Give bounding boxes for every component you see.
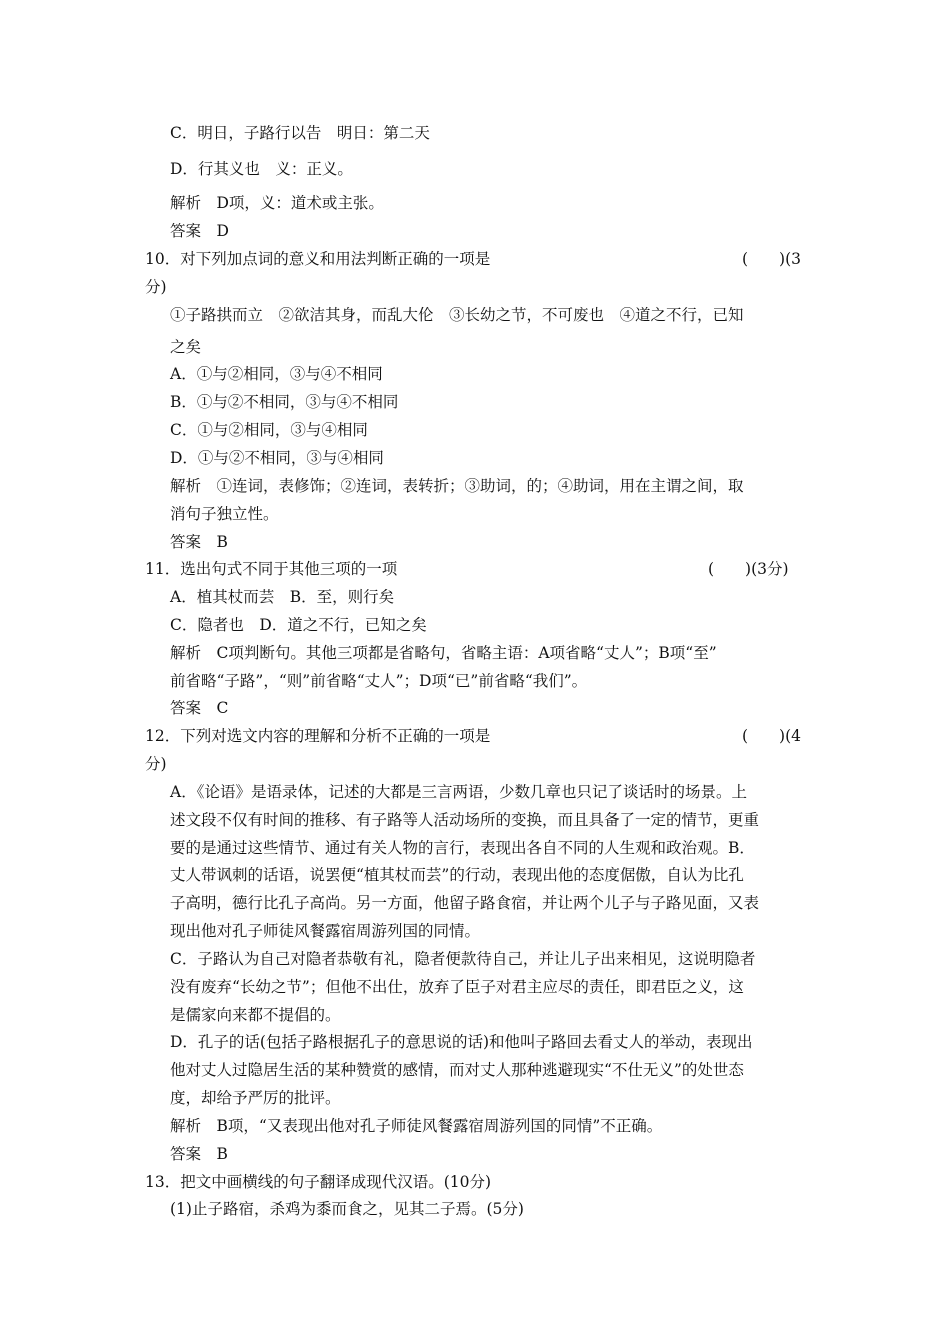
q12-option-c-cont: 是儒家向来都不提倡的。 <box>170 1006 341 1024</box>
q10-option-d: D．①与②不相同，③与④相同 <box>170 449 384 467</box>
q11-options-cd: C．隐者也 D．道之不行，已知之矣 <box>170 616 427 634</box>
q10-score: ( )(3 <box>742 250 802 268</box>
q11-options-ab: A．植其杖而芸 B．至，则行矣 <box>170 588 395 606</box>
q11-analysis-cont: 前省略“子路”，“则”前省略“丈人”；D项“已”前省略“我们”。 <box>170 672 588 690</box>
q11-answer: 答案 C <box>170 699 229 717</box>
q9-option-c: C．明日，子路行以告 明日：第二天 <box>170 124 430 142</box>
q10-option-a: A．①与②相同，③与④不相同 <box>170 365 383 383</box>
q11-stem: 11．选出句式不同于其他三项的一项 <box>145 560 398 578</box>
q12-analysis: 解析 B项，“又表现出他对孔子师徒风餐露宿周游列国的同情”不正确。 <box>170 1117 663 1135</box>
q12-option-b-cont: 子高明，德行比孔子高尚。另一方面，他留子路食宿，并让两个儿子与子路见面，又表 <box>170 894 760 912</box>
q10-option-b: B．①与②不相同，③与④不相同 <box>170 393 399 411</box>
q12-option-c-cont: 没有废弃“长幼之节”；但他不出仕，放弃了臣子对君主应尽的责任，即君臣之义，这 <box>170 978 744 996</box>
q9-analysis: 解析 D项，义：道术或主张。 <box>170 194 384 212</box>
q12-option-d-cont: 度，却给予严厉的批评。 <box>170 1089 341 1107</box>
q12-option-a: A．《论语》是语录体，记述的大都是三言两语，少数几章也只记了谈话时的场景。上 <box>170 783 747 801</box>
q12-score-cont: 分) <box>145 755 167 773</box>
q10-score-cont: 分) <box>145 278 167 296</box>
q9-option-d: D．行其义也 义：正义。 <box>170 160 353 178</box>
q12-option-a-cont: 要的是通过这些情节、通过有关人物的言行，表现出各自不同的人生观和政治观。B． <box>170 839 755 857</box>
q13-stem: 13．把文中画横线的句子翻译成现代汉语。(10分) <box>145 1173 492 1191</box>
q12-option-d-cont: 他对丈人过隐居生活的某种赞赏的感情，而对丈人那种逃避现实“不仕无义”的处世态 <box>170 1061 744 1079</box>
q9-answer: 答案 D <box>170 222 229 240</box>
q10-analysis: 解析 ①连词，表修饰；②连词，表转折；③助词，的；④助词，用在主谓之间，取 <box>170 477 744 495</box>
q12-option-d: D．孔子的话(包括子路根据孔子的意思说的话)和他叫子路回去看丈人的举动，表现出 <box>170 1033 753 1051</box>
q10-answer: 答案 B <box>170 533 228 551</box>
q12-option-b: 丈人带讽刺的话语，说罢便“植其杖而芸”的行动，表现出他的态度倨傲，自认为比孔 <box>170 866 744 884</box>
q11-score: ( )(3分) <box>708 560 789 578</box>
q12-option-c: C．子路认为自己对隐者恭敬有礼，隐者便款待自己，并让儿子出来相见，这说明隐者 <box>170 950 756 968</box>
q12-score: ( )(4 <box>742 727 802 745</box>
q12-stem: 12．下列对选文内容的理解和分析不正确的一项是 <box>145 727 491 745</box>
q10-items-cont: 之矣 <box>170 338 202 356</box>
q12-answer: 答案 B <box>170 1145 228 1163</box>
q12-option-a-cont: 述文段不仅有时间的推移、有子路等人活动场所的变换，而且具备了一定的情节，更重 <box>170 811 760 829</box>
q10-stem: 10．对下列加点词的意义和用法判断正确的一项是 <box>145 250 491 268</box>
q10-items: ①子路拱而立 ②欲洁其身，而乱大伦 ③长幼之节，不可废也 ④道之不行，已知 <box>170 306 744 324</box>
q12-option-b-cont: 现出他对孔子师徒风餐露宿周游列国的同情。 <box>170 922 481 940</box>
q10-analysis-cont: 消句子独立性。 <box>170 505 279 523</box>
q13-sub-question-1: (1)止子路宿，杀鸡为黍而食之，见其二子焉。(5分) <box>170 1200 524 1218</box>
q11-analysis: 解析 C项判断句。其他三项都是省略句，省略主语：A项省略“丈人”；B项“至” <box>170 644 717 662</box>
q10-option-c: C．①与②相同，③与④相同 <box>170 421 368 439</box>
